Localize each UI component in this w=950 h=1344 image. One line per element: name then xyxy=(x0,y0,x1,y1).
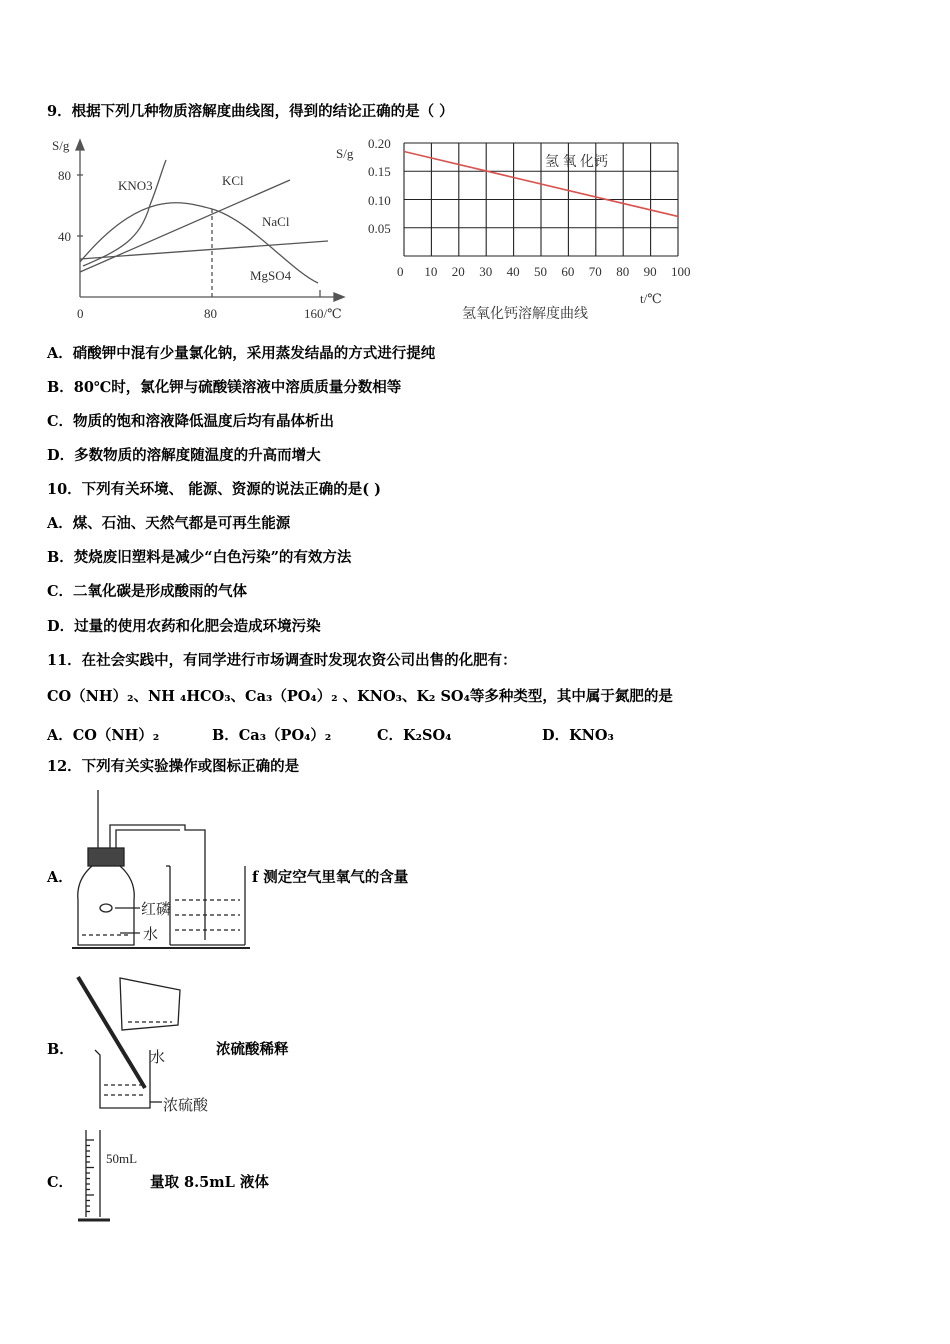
svg-text:50mL: 50mL xyxy=(106,1151,138,1166)
x-tick-label: 70 xyxy=(588,264,602,279)
oxygen-measurement-apparatus xyxy=(72,790,250,948)
graduated-cylinder xyxy=(78,1130,110,1220)
x-tick-label: 80 xyxy=(616,264,630,279)
q12-option-c-letter[interactable]: C． xyxy=(47,1174,74,1191)
svg-text:40: 40 xyxy=(58,229,71,244)
x-tick-label: 30 xyxy=(479,264,493,279)
x-tick-label: 20 xyxy=(451,264,465,279)
q11-stem: 11．在社会实践中，有同学进行市场调查时发现农资公司出售的化肥有： xyxy=(47,652,517,669)
x-tick-label: 90 xyxy=(643,264,657,279)
svg-text:160/℃: 160/℃ xyxy=(304,306,342,321)
q12-option-b-text[interactable]: 浓硫酸稀释 xyxy=(216,1041,289,1058)
svg-text:水: 水 xyxy=(150,1050,166,1066)
svg-text:KNO3: KNO3 xyxy=(118,178,153,193)
kno3-curve xyxy=(83,160,166,266)
svg-text:S/g: S/g xyxy=(336,146,354,161)
svg-text:80: 80 xyxy=(58,168,71,183)
q10-option-b[interactable]: B．焚烧废旧塑料是减少“白色污染”的有效方法 xyxy=(47,549,352,566)
calcium-hydroxide-chart xyxy=(404,143,678,256)
q10-option-a[interactable]: A．煤、石油、天然气都是可再生能源 xyxy=(47,515,291,532)
q9-option-b[interactable]: B．80℃时，氯化钾与硫酸镁溶液中溶质质量分数相等 xyxy=(47,379,402,396)
q12-option-a-letter[interactable]: A． xyxy=(47,869,73,886)
q9-figures xyxy=(0,0,950,340)
svg-text:氢 氧 化钙: 氢 氧 化钙 xyxy=(545,155,608,170)
kcl-curve xyxy=(80,180,290,272)
svg-text:MgSO4: MgSO4 xyxy=(250,268,292,283)
mgso4-curve xyxy=(80,241,328,259)
svg-text:NaCl: NaCl xyxy=(262,214,290,229)
svg-text:S/g: S/g xyxy=(52,138,70,153)
x-tick-label: 10 xyxy=(424,264,438,279)
svg-text:0.20: 0.20 xyxy=(368,136,391,151)
svg-text:0.05: 0.05 xyxy=(368,221,391,236)
q9-option-a[interactable]: A．硝酸钾中混有少量氯化钠，采用蒸发结晶的方式进行提纯 xyxy=(47,345,436,362)
x-tick-label: 100 xyxy=(671,264,691,279)
q10-option-c[interactable]: C．二氧化碳是形成酸雨的气体 xyxy=(47,583,248,600)
svg-text:氢氧化钙溶解度曲线: 氢氧化钙溶解度曲线 xyxy=(462,307,588,322)
solubility-chart-left xyxy=(52,138,344,321)
svg-text:0.10: 0.10 xyxy=(368,193,391,208)
q12-option-b-letter[interactable]: B． xyxy=(47,1041,74,1058)
svg-text:红磷: 红磷 xyxy=(141,902,172,918)
q10-option-d[interactable]: D．过量的使用农药和化肥会造成环境污染 xyxy=(47,618,321,635)
acid-dilution-apparatus xyxy=(78,977,180,1108)
q12-option-a-text[interactable]: f 测定空气里氧气的含量 xyxy=(252,869,409,886)
x-tick-label: 40 xyxy=(506,264,520,279)
x-tick-label: 50 xyxy=(534,264,547,279)
q11-option-c[interactable]: C．K₂SO₄ xyxy=(377,727,452,744)
q12-option-c-text[interactable]: 量取 8.5mL 液体 xyxy=(150,1174,269,1191)
svg-text:浓硫酸: 浓硫酸 xyxy=(163,1098,209,1114)
x-tick-label: 60 xyxy=(561,264,575,279)
q9-option-c[interactable]: C．物质的饱和溶液降低温度后均有晶体析出 xyxy=(47,413,335,430)
q11-option-d[interactable]: D．KNO₃ xyxy=(542,727,614,744)
svg-text:0.15: 0.15 xyxy=(368,164,391,179)
q11-option-a[interactable]: A．CO（NH）₂ xyxy=(47,727,160,744)
svg-text:水: 水 xyxy=(143,927,159,943)
q10-stem: 10．下列有关环境、 能源、资源的说法正确的是( ) xyxy=(47,481,381,498)
q9-stem: 9．根据下列几种物质溶解度曲线图，得到的结论正确的是（ ） xyxy=(47,103,454,120)
x-tick-label: 0 xyxy=(397,264,404,279)
q12-stem: 12．下列有关实验操作或图标正确的是 xyxy=(47,758,300,775)
q9-option-d[interactable]: D．多数物质的溶解度随温度的升高而增大 xyxy=(47,447,321,464)
svg-text:80: 80 xyxy=(204,306,217,321)
svg-text:0: 0 xyxy=(77,306,84,321)
svg-text:KCl: KCl xyxy=(222,173,244,188)
q11-stem-continued: CO（NH）₂、NH ₄HCO₃、Ca₃（PO₄）₂ 、KNO₃、K₂ SO₄等多种类型，其中属于氮肥的是 xyxy=(47,688,673,705)
svg-text:t/℃: t/℃ xyxy=(640,291,662,306)
q11-option-b[interactable]: B．Ca₃（PO₄）₂ xyxy=(212,727,332,744)
